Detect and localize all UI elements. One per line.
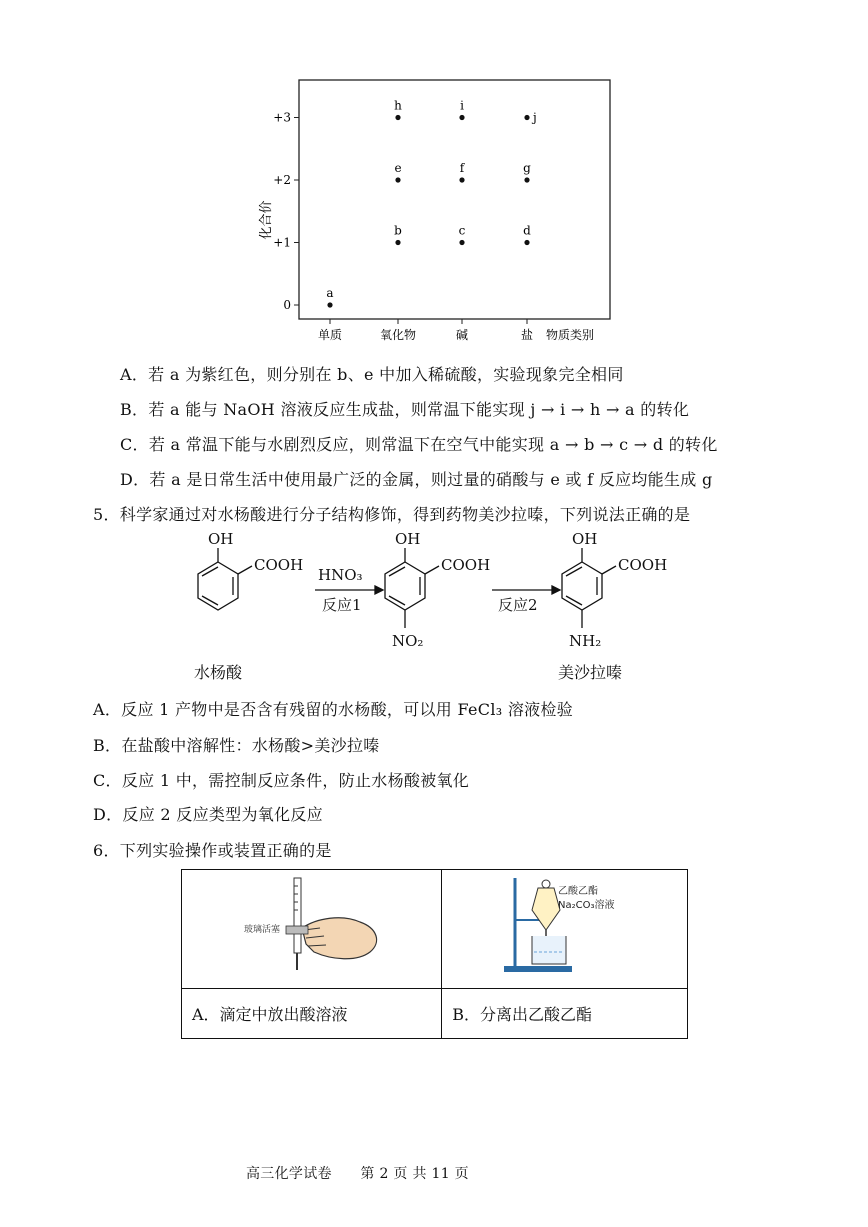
data-point-f xyxy=(459,177,464,182)
separatory-funnel-image xyxy=(442,870,686,984)
nh2-label: NH₂ xyxy=(569,632,602,650)
valence-chart xyxy=(240,72,640,352)
burette-hand-image xyxy=(182,870,440,984)
x-tick-label: 碱 xyxy=(455,328,469,342)
data-point-label: g xyxy=(523,161,531,175)
q6-image-a-cell xyxy=(182,870,442,989)
q4-option-b-end: 的转化 xyxy=(634,400,690,419)
benzene-ring-1 xyxy=(198,548,252,610)
data-point-label: h xyxy=(394,98,402,113)
benzene-ring-3 xyxy=(562,548,616,628)
q4-option-a: A．若 a 为紫红色，则分别在 b、e 中加入稀硫酸，实验现象完全相同 xyxy=(120,365,624,384)
data-point-label: i xyxy=(460,98,464,113)
data-point-c xyxy=(459,240,464,245)
oh-label-3: OH xyxy=(572,530,598,548)
q5-stem: 5．科学家通过对水杨酸进行分子结构修饰，得到药物美沙拉嗪，下列说法正确的是 xyxy=(93,505,691,524)
data-point-label: a xyxy=(326,286,334,300)
q6-caption-b xyxy=(442,989,688,1039)
x-tick-label: 氧化物 xyxy=(379,328,417,342)
q6-image-b-cell xyxy=(442,870,688,989)
x-tick-label: 盐 xyxy=(520,328,534,342)
data-point-label: j xyxy=(533,110,537,125)
oh-label-1: OH xyxy=(208,530,234,548)
q4-option-b xyxy=(120,397,689,420)
chart-ylabel: 化合价 xyxy=(259,200,274,240)
chart-ticks xyxy=(273,111,594,343)
q5-option-c: C．反应 1 中，需控制反应条件，防止水杨酸被氧化 xyxy=(93,771,470,790)
reaction2-label: 反应2 xyxy=(498,596,538,614)
q4-option-b-text: B．若 a 能与 NaOH 溶液反应生成盐，则常温下能实现 xyxy=(120,400,531,419)
data-point-i xyxy=(459,115,464,120)
y-tick-label: +3 xyxy=(273,110,291,125)
q4-option-c-text: C．若 a 常温下能与水剧烈反应，则常温下在空气中能实现 xyxy=(120,435,550,454)
cooh-label-1: COOH xyxy=(254,556,304,574)
benzene-ring-2 xyxy=(385,548,439,628)
q5-option-a-text: A．反应 1 产物中是否含有残留的水杨酸，可以用 xyxy=(93,700,458,719)
na2co3-label: Na₂CO₃溶液 xyxy=(558,900,615,911)
cooh-label-2: COOH xyxy=(441,556,491,574)
data-point-label: e xyxy=(394,161,402,175)
q4-option-c xyxy=(120,432,718,455)
data-point-d xyxy=(524,240,529,245)
y-tick-label: +2 xyxy=(273,173,291,187)
data-point-label: d xyxy=(523,223,531,238)
data-point-a xyxy=(327,302,332,307)
data-point-b xyxy=(395,240,400,245)
ethyl-acetate-label: 乙酸乙酯 xyxy=(558,886,599,897)
q5-option-d: D．反应 2 反应类型为氧化反应 xyxy=(93,805,323,824)
data-point-label: f xyxy=(459,161,465,175)
stopcock-label: 玻璃活塞 xyxy=(244,925,281,935)
chart-points xyxy=(326,99,536,308)
hno3-label: HNO₃ xyxy=(318,566,363,584)
q5-option-a xyxy=(93,697,573,720)
q4-option-c-chain: a → b → c → d xyxy=(549,435,664,454)
salicylic-acid-name: 水杨酸 xyxy=(194,663,243,682)
q4-option-b-chain: j → i → h → a xyxy=(530,400,635,419)
q4-option-d: D．若 a 是日常生活中使用最广泛的金属，则过量的硝酸与 e 或 f 反应均能生成 g xyxy=(120,470,713,489)
chart-frame xyxy=(299,80,610,319)
q5-option-a-reagent: FeCl₃ xyxy=(457,700,503,719)
mesalazine-name: 美沙拉嗪 xyxy=(558,663,623,682)
data-point-g xyxy=(524,177,529,182)
q6-caption-a xyxy=(182,989,442,1039)
data-point-e xyxy=(395,177,400,182)
page-footer: 高三化学试卷 第 2 页 共 11 页 xyxy=(246,1166,469,1182)
no2-label: NO₂ xyxy=(392,632,424,650)
reaction1-label: 反应1 xyxy=(322,596,362,614)
q5-option-b: B．在盐酸中溶解性：水杨酸>美沙拉嗪 xyxy=(93,736,380,755)
data-point-h xyxy=(395,115,400,120)
data-point-label: b xyxy=(394,223,402,238)
x-axis-label: 物质类别 xyxy=(546,328,595,342)
reaction-scheme xyxy=(180,528,700,688)
q6-caption-a-text: A．滴定中放出酸溶液 xyxy=(192,1005,348,1024)
cooh-label-3: COOH xyxy=(618,556,668,574)
q6-options-table xyxy=(181,869,688,1039)
q5-option-a-end: 溶液检验 xyxy=(502,700,574,719)
oh-label-2: OH xyxy=(395,530,421,548)
y-tick-label: +1 xyxy=(273,235,291,250)
y-tick-label: 0 xyxy=(283,298,291,312)
q4-option-c-end: 的转化 xyxy=(663,435,718,454)
data-point-label: c xyxy=(458,223,466,238)
q6-stem: 6．下列实验操作或装置正确的是 xyxy=(93,841,332,860)
x-tick-label: 单质 xyxy=(317,328,343,342)
data-point-j xyxy=(524,115,529,120)
q6-caption-b-text: B．分离出乙酸乙酯 xyxy=(452,1005,592,1024)
